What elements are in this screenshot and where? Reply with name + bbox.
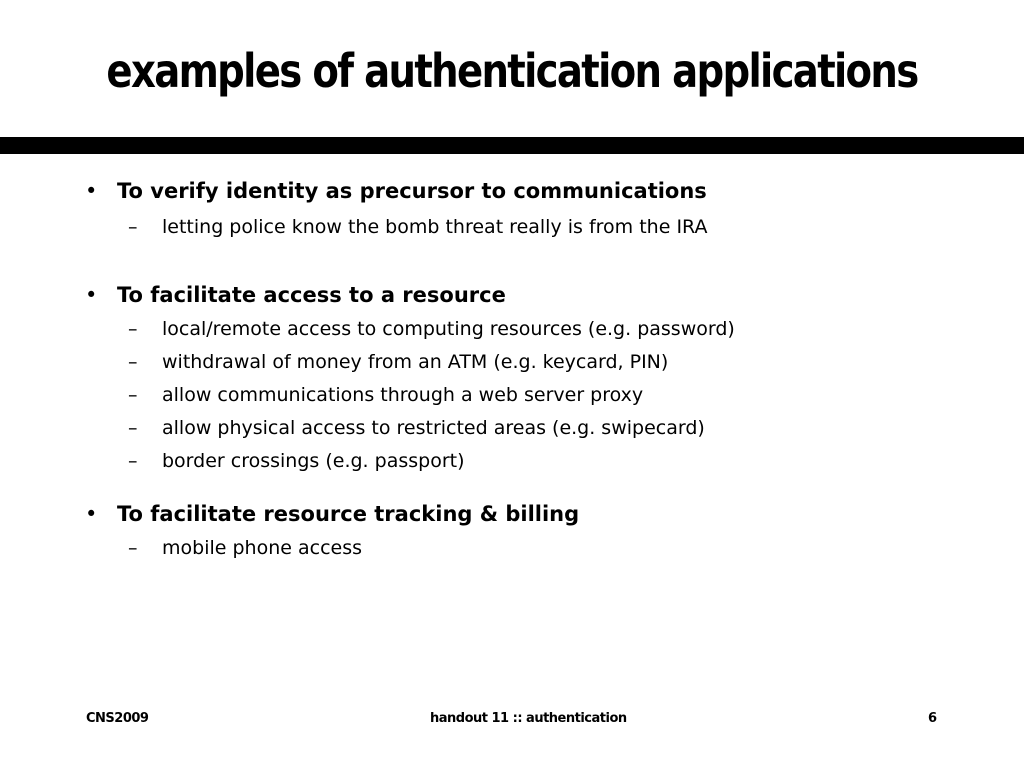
bullet-item <box>85 179 707 203</box>
bullet-heading: To facilitate access to a resource <box>117 283 506 307</box>
sub-dash: – <box>128 216 138 238</box>
sub-item <box>128 216 707 238</box>
bullet-item <box>85 283 506 307</box>
footer-course-code: CNS2009 <box>86 711 149 726</box>
sub-item <box>128 318 735 340</box>
bullet-dot: • <box>85 179 98 203</box>
bullet-heading: To verify identity as precursor to communications <box>117 179 707 203</box>
bullet-dot: • <box>85 283 98 307</box>
sub-dash: – <box>128 537 138 559</box>
sub-item-text: letting police know the bomb threat really is from the IRA <box>162 216 708 238</box>
sub-item-text: allow physical access to restricted areas (e.g. swipecard) <box>162 417 705 439</box>
bullet-heading: To facilitate resource tracking & billing <box>117 502 580 526</box>
sub-item-text: local/remote access to computing resources (e.g. password) <box>162 318 735 340</box>
sub-item <box>128 384 643 406</box>
sub-dash: – <box>128 417 138 439</box>
sub-dash: – <box>128 384 138 406</box>
sub-item-text: withdrawal of money from an ATM (e.g. keycard, PIN) <box>162 351 669 373</box>
bullet-dot: • <box>85 502 98 526</box>
footer-handout-title: handout 11 :: authentication <box>430 711 627 726</box>
sub-dash: – <box>128 351 138 373</box>
sub-item-text: border crossings (e.g. passport) <box>162 450 465 472</box>
title-divider-bar <box>0 137 1024 154</box>
footer-page-number: 6 <box>928 711 937 726</box>
bullet-item <box>85 502 579 526</box>
sub-item-text: allow communications through a web server proxy <box>162 384 644 406</box>
sub-item <box>128 450 465 472</box>
sub-item <box>128 417 705 439</box>
sub-dash: – <box>128 318 138 340</box>
sub-item-text: mobile phone access <box>162 537 363 559</box>
slide-title: examples of authentication applications <box>106 44 918 98</box>
sub-dash: – <box>128 450 138 472</box>
sub-item <box>128 537 362 559</box>
sub-item <box>128 351 668 373</box>
